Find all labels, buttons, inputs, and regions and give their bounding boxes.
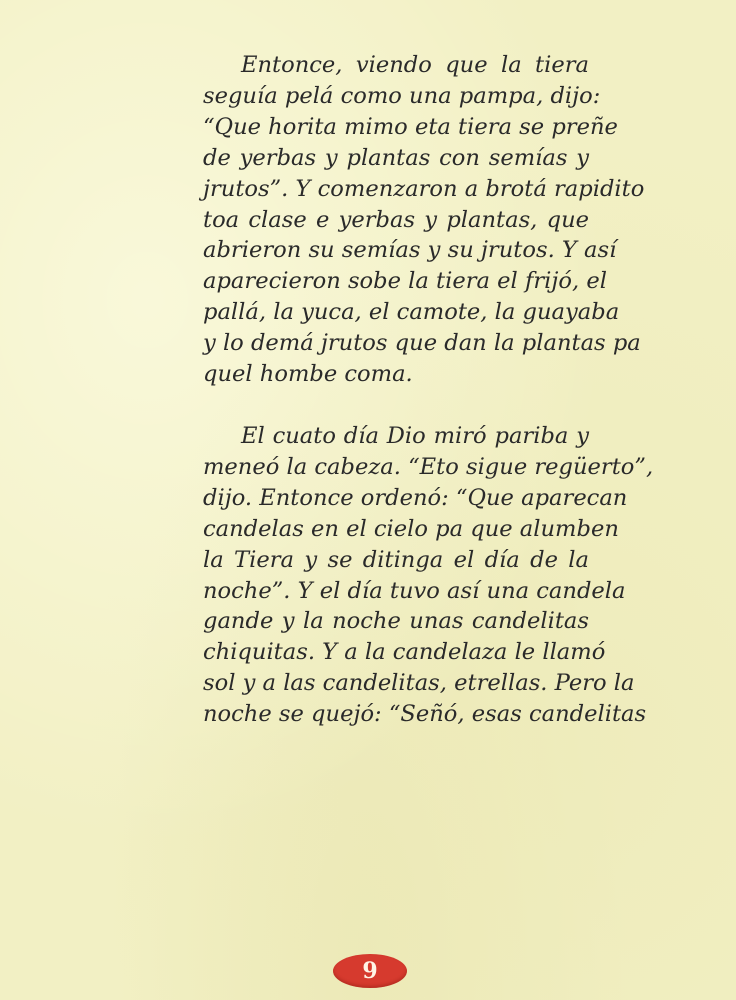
text-line: candelas en el cielo pa que alumben bbox=[203, 515, 619, 542]
text-line: de yerbas y plantas con semías y bbox=[203, 144, 589, 171]
text-line: pallá, la yuca, el camote, la guayaba bbox=[203, 299, 620, 326]
page-number: 9 bbox=[362, 958, 378, 984]
text-line: la Tiera y se ditinga el día de la bbox=[203, 546, 589, 573]
text-line: aparecieron sobe la tiera el frijó, el bbox=[203, 268, 607, 295]
page-number-badge bbox=[333, 954, 407, 988]
text-line: “Que horita mimo eta tiera se preñe bbox=[203, 113, 618, 140]
text-line: El cuato día Dio miró pariba y bbox=[241, 422, 589, 449]
text-line: chiquitas. Y a la candelaza le llamó bbox=[203, 639, 606, 666]
text-line: abrieron su semías y su jrutos. Y así bbox=[203, 237, 617, 264]
text-line: noche”. Y el día tuvo así una candela bbox=[203, 577, 626, 604]
paragraph-1 bbox=[203, 50, 645, 390]
text-line: Entonce, viendo que la tiera bbox=[241, 52, 589, 78]
text-line: meneó la cabeza. “Eto sigue regüerto”, bbox=[203, 453, 654, 480]
text-line: quel hombe coma. bbox=[203, 361, 413, 388]
text-line: dijo. Entonce ordenó: “Que aparecan bbox=[203, 484, 628, 511]
paragraph-2 bbox=[203, 421, 654, 730]
text-line: noche se quejó: “Señó, esas candelitas bbox=[203, 701, 647, 728]
text-line: seguía pelá como una pampa, dijo: bbox=[203, 82, 601, 109]
text-line: gande y la noche unas candelitas bbox=[203, 608, 589, 635]
text-line: toa clase e yerbas y plantas, que bbox=[203, 206, 589, 233]
text-line: sol y a las candelitas, etrellas. Pero la bbox=[203, 670, 635, 697]
text-line: y lo demá jrutos que dan la plantas pa bbox=[203, 330, 641, 357]
text-line: jrutos”. Y comenzaron a brotá rapidito bbox=[203, 175, 645, 202]
story-text bbox=[203, 50, 654, 730]
